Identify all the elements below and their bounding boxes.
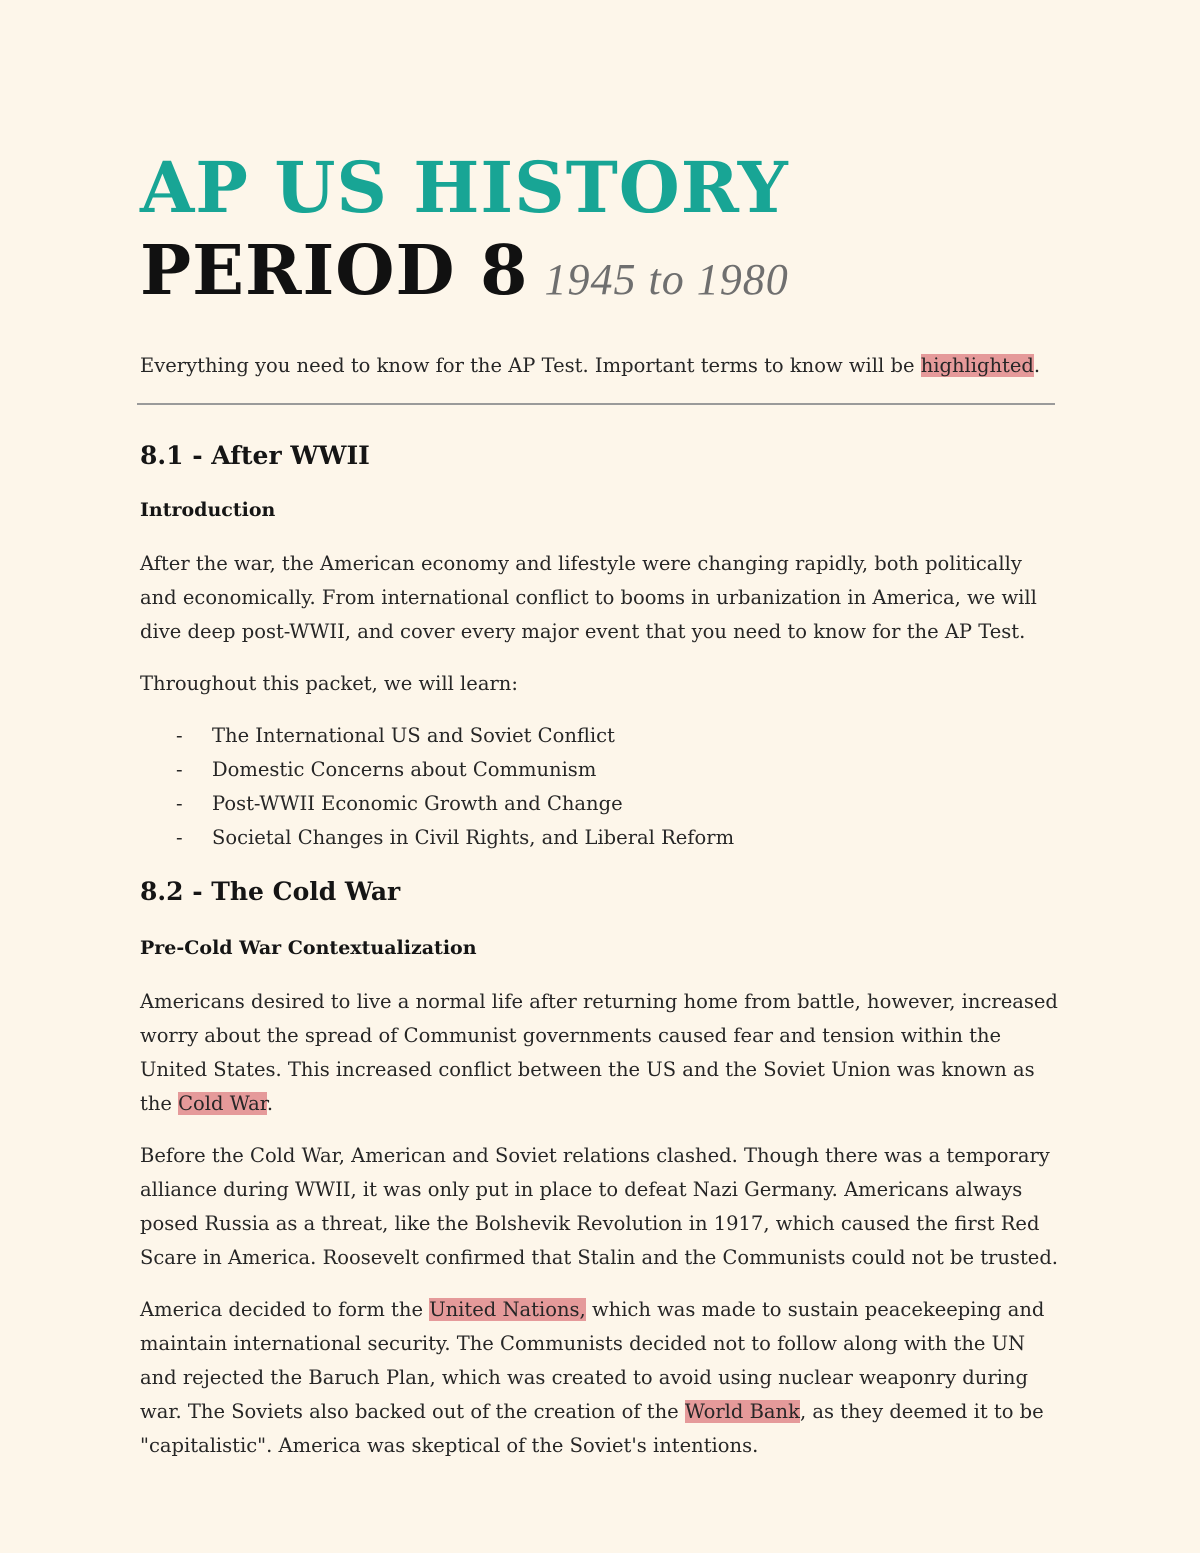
paragraph-text: which was made to sustain peacekeeping and maintain international security. The Communists decided not to follow along with the UN and rejected the Baruch Plan, which was created to avoid using nuclear weaponry during war. The Soviets also backed out of the creation of the	[140, 1298, 1045, 1423]
highlight-term: Cold War	[178, 1092, 267, 1115]
intro-line	[140, 349, 1060, 383]
paragraph-text: .	[266, 1092, 274, 1115]
topic-list	[140, 719, 1060, 855]
divider	[137, 403, 1055, 405]
paragraph	[140, 985, 1060, 1121]
bullet-dash: -	[176, 826, 183, 849]
list-item	[140, 719, 1060, 753]
period-label: PERIOD 8	[140, 231, 529, 311]
bullet-dash: -	[176, 758, 183, 781]
list-item-text: Post-WWII Economic Growth and Change	[212, 792, 623, 815]
subheading-introduction: Introduction	[140, 499, 276, 521]
subheading-pre-cold-war: Pre-Cold War Contextualization	[140, 937, 477, 959]
intro-text: Everything you need to know for the AP Test. Important terms to know will be	[140, 354, 921, 377]
period-years: 1945 to 1980	[544, 255, 789, 304]
bullet-dash: -	[176, 792, 183, 815]
list-item	[140, 821, 1060, 855]
document-page	[140, 146, 1060, 1463]
period-title	[140, 226, 1060, 325]
highlight-term: highlighted	[920, 354, 1034, 377]
list-item	[140, 753, 1060, 787]
paragraph	[140, 1293, 1060, 1463]
paragraph: Before the Cold War, American and Soviet relations clashed. Though there was a temporary alliance during WWII, it was only put in place to defeat Nazi Germany. Americans always posed Russia as a threat, like the Bolshevik Revolution in 1917, which caused the first Red Scare in America. Roosevelt confirmed that Stalin and the Communists could not be trusted.	[140, 1144, 1058, 1269]
list-item-text: Domestic Concerns about Communism	[212, 758, 597, 781]
section-heading-8-2: 8.2 - The Cold War	[140, 877, 401, 906]
paragraph-text: , as they deemed it to be "capitalistic". America was skeptical of the Soviet's intentions.	[140, 1400, 1044, 1457]
highlight-term: World Bank	[684, 1400, 800, 1423]
list-item-text: The International US and Soviet Conflict	[212, 724, 615, 747]
paragraph: After the war, the American economy and lifestyle were changing rapidly, both politically and economically. From international conflict to booms in urbanization in America, we will dive deep post-WWII, and cover every major event that you need to know for the AP Test.	[140, 552, 1037, 643]
intro-period: .	[1033, 354, 1041, 377]
paragraph-text: Americans desired to live a normal life after returning home from battle, however, increased worry about the spread of Communist governments caused fear and tension within the United States. This increased conflict between the US and the Soviet Union was known as the	[140, 990, 1058, 1115]
document-title: AP US HISTORY	[140, 146, 789, 229]
list-item-text: Societal Changes in Civil Rights, and Liberal Reform	[212, 826, 735, 849]
list-item	[140, 787, 1060, 821]
paragraph-text: America decided to form the	[140, 1298, 430, 1321]
paragraph: Throughout this packet, we will learn:	[140, 672, 518, 695]
bullet-dash: -	[176, 724, 183, 747]
highlight-term: United Nations,	[429, 1298, 586, 1321]
section-heading-8-1: 8.1 - After WWII	[140, 441, 370, 470]
